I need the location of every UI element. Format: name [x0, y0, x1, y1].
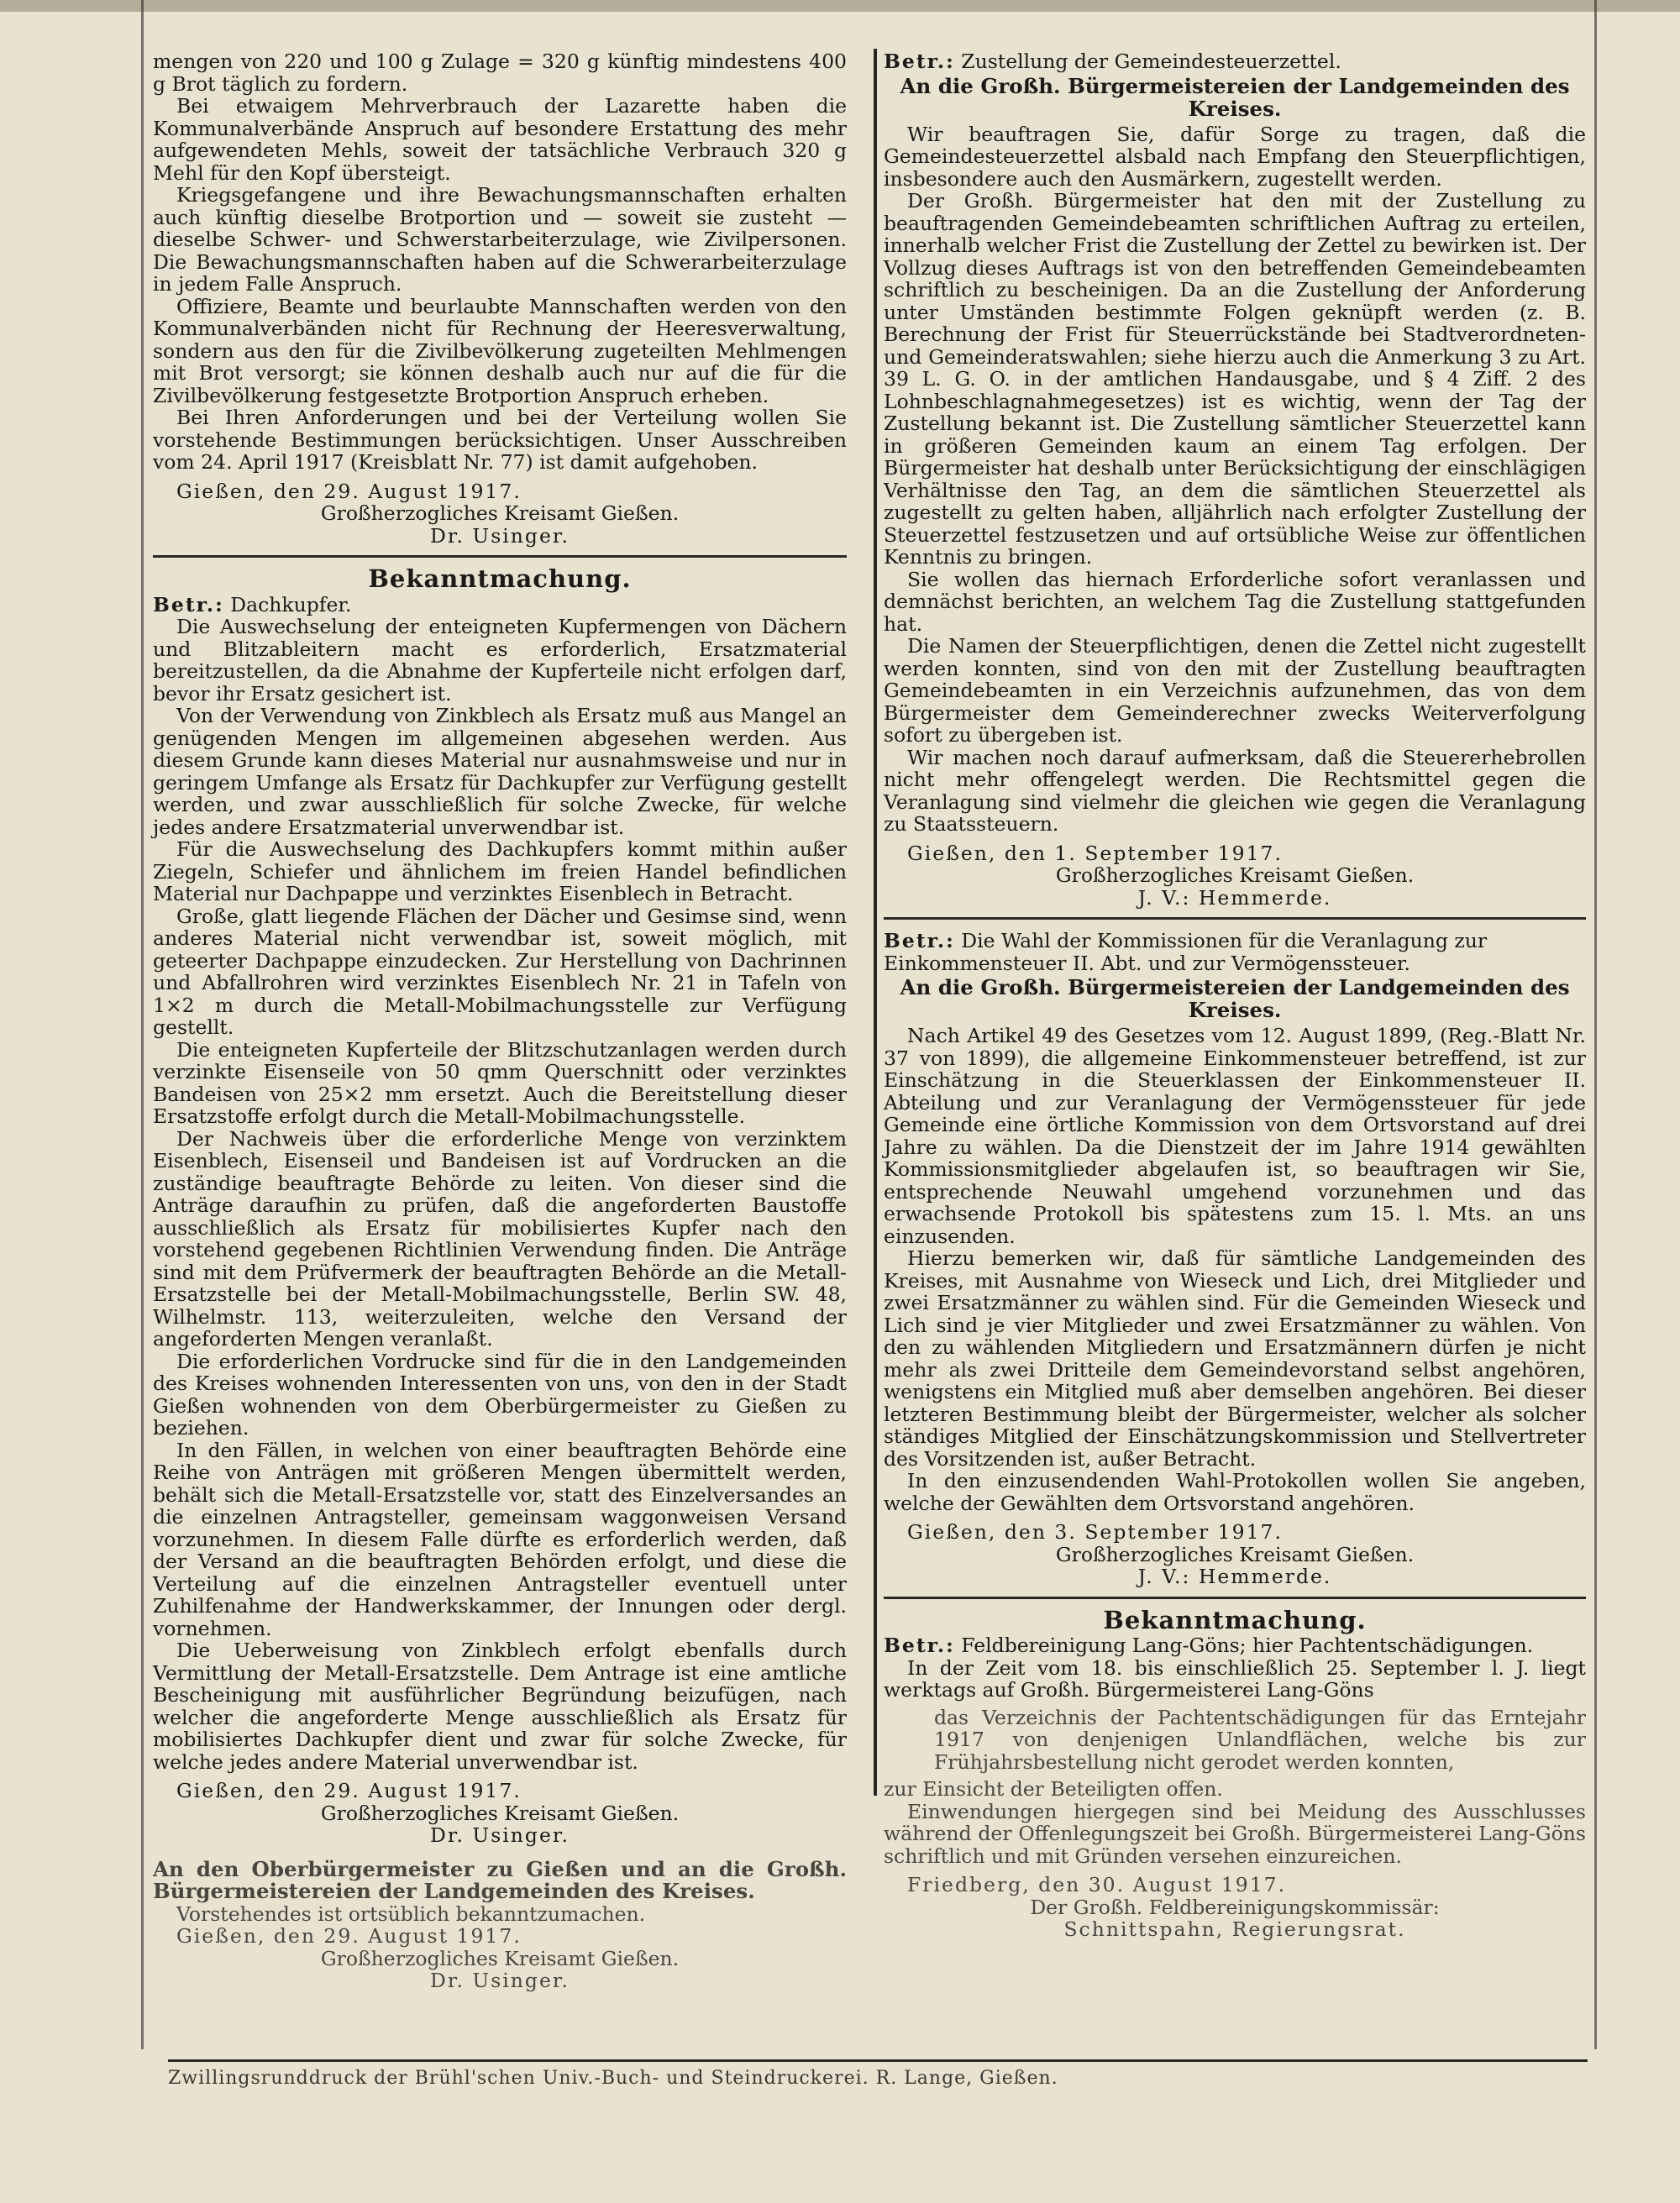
paragraph: Sie wollen das hiernach Erforderliche sofort veranlassen und demnächst berichten, an welchem Tag die Zustellung stattgefunden hat. — [884, 567, 1586, 636]
office-signature: Großherzogliches Kreisamt Gießen. — [320, 1946, 680, 1970]
paragraph: In den einzusendenden Wahl-Protokollen wollen Sie angeben, welche der Gewählten dem Ortsvorstand angehören. — [884, 1469, 1586, 1515]
office-signature: Großherzogliches Kreisamt Gießen. — [1055, 863, 1415, 887]
official-name: Dr. Usinger. — [429, 1823, 570, 1847]
paragraph: In der Zeit vom 18. bis einschließlich 25. September l. J. liegt werktags auf Großh. Bürgermeisterei Lang-Göns — [884, 1655, 1586, 1702]
place-date: Gießen, den 29. August 1917. — [176, 479, 522, 503]
paragraph: Wir beauftragen Sie, dafür Sorge zu tragen, daß die Gemeindesteuerzettel alsbald nach Empfang den Steuerpflichtigen, insbesondere auch den Ausmärkern, zugestellt werden. — [884, 122, 1586, 191]
notice-heading: An den Oberbürgermeister zu Gießen und an die Großh. Bürgermeistereien der Landgemeinden des Kreises. — [153, 1856, 847, 1903]
paragraph: Der Nachweis über die erforderliche Menge von verzinktem Eisenblech, Eisenseil und Bandeisen ist auf Vordrucken an die zuständige beauftragte Behörde zu leiten. Von dieser sind die Anträge daraufhin zu prüfen, daß die angeforderten Baustoffe ausschließlich als Ersatz für mobilisiertes Kupfer nach den vorstehend gegebenen Richtlinien Verwendung finden. Die Anträge sind mit dem Prüfvermerk der beauftragten Behörde an die Metall-Ersatzstelle bei der Metall-Mobilmachungsstelle, Berlin SW. 48, Wilhelmstr. 113, weiterzuleiten, welche den Versand der angeforderten Mengen veranlaßt. — [153, 1126, 847, 1351]
place-date: Gießen, den 29. August 1917. — [176, 1924, 522, 1948]
subject-label: Betr.: — [153, 592, 224, 616]
right-column — [884, 50, 1586, 1941]
paragraph: Die Namen der Steuerpflichtigen, denen die Zettel nicht zugestellt werden konnten, sind von den mit der Zustellung beauftragten Gemeindebeamten in ein Verzeichnis aufzunehmen, das von dem Bürgermeister dem Gemeinderechner zwecks Weiterverfolgung sofort zu übergeben ist. — [884, 634, 1586, 747]
office-signature: Großherzogliches Kreisamt Gießen. — [320, 1801, 680, 1825]
paragraph: Kriegsgefangene und ihre Bewachungsmannschaften erhalten auch künftig dieselbe Brotportion und — soweit sie zusteht — dieselbe Schwer- und Schwerstarbeiterzulage, wie Zivilpersonen. Die Bewachungsmannschaften haben auf die Schwerarbeiterzulage in jedem Falle Anspruch. — [153, 183, 847, 296]
right-border — [1594, 0, 1597, 2049]
subject-text: Zustellung der Gemeindesteuerzettel. — [961, 50, 1341, 73]
paragraph: Große, glatt liegende Flächen der Dächer und Gesimse sind, wenn anderes Material nicht verwendbar ist, soweit möglich, mit geteerter Dachpappe einzudecken. Zur Herstellung von Dachrinnen und Abfallrohren wird verzinktes Eisenblech Nr. 21 in Tafeln von 1×2 m durch die Metall-Mobilmachungsstelle zur Verfügung gestellt. — [153, 904, 847, 1039]
paragraph: Bei Ihren Anforderungen und bei der Verteilung wollen Sie vorstehende Bestimmungen berücksichtigen. Unser Ausschreiben vom 24. April 1917 (Kreisblatt Nr. 77) ist damit aufgehoben. — [153, 406, 847, 474]
official-name: J. V.: Hemmerde. — [1137, 1565, 1332, 1588]
paragraph: Vorstehendes ist ortsüblich bekanntzumachen. — [176, 1901, 646, 1926]
subject-label: Betr.: — [884, 1634, 955, 1657]
notice-subject — [884, 50, 1586, 73]
paragraph: zur Einsicht der Beteiligten offen. — [884, 1777, 1223, 1801]
subject-text: Dachkupfer. — [230, 592, 352, 616]
office-signature: Großherzogliches Kreisamt Gießen. — [1055, 1542, 1415, 1566]
notice-kommissionen — [884, 930, 1586, 1588]
office-signature: Der Großh. Feldbereinigungskommissär: — [1030, 1895, 1440, 1919]
section-rule — [884, 917, 1586, 920]
paragraph: Die erforderlichen Vordrucke sind für die in den Landgemeinden des Kreises wohnenden Interessenten von uns, von den in der Stadt Gießen wohnenden von dem Oberbürgermeister zu Gießen zu beziehen. — [153, 1349, 847, 1440]
notice-steuerzettel — [884, 50, 1586, 909]
paragraph: Nach Artikel 49 des Gesetzes vom 12. August 1899, (Reg.-Blatt Nr. 37 von 1899), die allgemeine Einkommensteuer betreffend, ist zur Einschätzung in die Steuerklassen der Einkommensteuer II. Abteilung und zur Veranlagung der Vermögenssteuer für jede Gemeinde eine örtliche Kommission von dem Ortsvorstand auf drei Jahre zu wählen. Da die Dienstzeit der im Jahre 1914 gewählten Kommissionsmitglieder abgelaufen ist, so beauftragen wir Sie, entsprechende Neuwahl umgehend vorzunehmen und das erwachsende Protokoll bis spätestens zum 15. l. Mts. an uns einzusenden. — [884, 1024, 1586, 1248]
column-divider — [874, 49, 877, 1796]
subject-text: Die Wahl der Kommissionen für die Veranlagung zur Einkommensteuer II. Abt. und zur Vermögenssteuer. — [884, 929, 1488, 975]
notice-subject — [153, 594, 847, 616]
notice-oberbuergermeister — [153, 1856, 847, 1992]
left-border — [141, 0, 144, 2049]
official-name: Dr. Usinger. — [429, 1969, 570, 1992]
left-column — [153, 50, 847, 1992]
paragraph: Hierzu bemerken wir, daß für sämtliche Landgemeinden des Kreises, mit Ausnahme von Wieseck und Lich, drei Mitglieder und zwei Ersatzmänner zu wählen sind. Für die Gemeinden Wieseck und Lich sind je vier Mitglieder und zwei Ersatzmänner zu wählen. Von den zu wählenden Mitgliedern und Ersatzmännern dürfen je nicht mehr als zwei Dritteile dem Gemeindevorstand selbst angehören, wenigstens ein Mitglied muß aber demselben angehören. Bei dieser letzteren Bestimmung bleibt der Bürgermeister, welcher als solcher ständiges Mitglied der Einschätzungskommission und Stellvertreter des Vorsitzenden ist, außer Betracht. — [884, 1246, 1586, 1471]
notice-dachkupfer — [153, 564, 847, 1847]
paragraph: Für die Auswechselung des Dachkupfers kommt mithin außer Ziegeln, Schiefer und ähnlichem im freien Handel befindlichen Material nur Dachpappe und verzinktes Eisenblech in Betracht. — [153, 837, 847, 905]
paragraph: mengen von 220 und 100 g Zulage = 320 g künftig mindestens 400 g Brot täglich zu fordern. — [153, 50, 847, 96]
official-name: Dr. Usinger. — [429, 523, 570, 548]
place-date: Friedberg, den 30. August 1917. — [907, 1873, 1287, 1896]
place-date: Gießen, den 3. September 1917. — [907, 1520, 1283, 1544]
footer-rule — [168, 2059, 1588, 2062]
subject-text: Feldbereinigung Lang-Göns; hier Pachtentschädigungen. — [961, 1634, 1534, 1657]
paragraph: Von der Verwendung von Zinkblech als Ersatz muß aus Mangel an genügenden Mengen im allgemeinen abgesehen werden. Aus diesem Grunde kann dieses Material nur ausnahmsweise und nur in geringem Umfange als Ersatz für Dachkupfer zur Verfügung gestellt werden, und zwar ausschließlich für solche Zwecke, für welche jedes andere Ersatzmaterial unverwendbar ist. — [153, 704, 847, 839]
notice-addressee: An die Großh. Bürgermeistereien der Landgemeinden des Kreises. — [900, 73, 1570, 121]
section-rule — [153, 555, 847, 558]
subject-label: Betr.: — [884, 929, 955, 952]
indented-paragraph: das Verzeichnis der Pachtentschädigungen für das Erntejahr 1917 von denjenigen Unlandflächen, welche bis zur Frühjahrsbestellung nicht gerodet werden konnten, — [934, 1705, 1586, 1774]
printer-imprint: Zwillingsrunddruck der Brühl'schen Univ.-Buch- und Steindruckerei. R. Lange, Gießen. — [168, 2068, 1058, 2089]
notice-heading: Bekanntmachung. — [1103, 1605, 1367, 1634]
notice-heading: Bekanntmachung. — [368, 564, 632, 593]
paragraph: Die enteigneten Kupferteile der Blitzschutzanlagen werden durch verzinkte Eisenseile von 50 qmm Querschnitt oder verzinktes Bandeisen von 25×2 mm ersetzt. Auch die Bereitstellung dieser Ersatzstoffe erfolgt durch die Metall-Mobilmachungsstelle. — [153, 1037, 847, 1128]
subject-label: Betr.: — [884, 50, 955, 73]
paragraph: Der Großh. Bürgermeister hat den mit der Zustellung zu beauftragenden Gemeindebeamten schriftlichen Auftrag zu erteilen, innerhalb welcher Frist die Zustellung der Zettel zu bewirken ist. Der Vollzug dieses Auftrags ist von den betreffenden Gemeindebeamten schriftlich zu bescheinigen. Da an die Zustellung der Anforderung unter Umständen bestimmte Folgen geknüpft werden (z. B. Berechnung der Frist für Steuerrückstände bei Stadtverordneten- und Gemeinderatswahlen; siehe hierzu auch die Anmerkung 3 zu Art. 39 L. G. O. in der amtlichen Handausgabe, und § 4 Ziff. 2 des Lohnbeschlagnahmegesetzes) ist es wichtig, wenn der Tag der Zustellung bekannt ist. Die Zustellung sämtlicher Steuerzettel kann in größeren Gemeinden kaum an einem Tag erfolgen. Der Bürgermeister hat deshalb unter Berücksichtigung der einschlägigen Verhältnisse den Tag, an dem die sämtlichen Steuerzettel als zugestellt zu gelten haben, alljährlich nach erfolgter Zustellung der Steuerzettel festzusetzen und auf ortsübliche Weise zur öffentlichen Kenntnis zu bringen. — [884, 189, 1586, 569]
official-name: J. V.: Hemmerde. — [1137, 885, 1332, 910]
paragraph: Bei etwaigem Mehrverbrauch der Lazarette haben die Kommunalverbände Anspruch auf besondere Erstattung des mehr aufgewendeten Mehls, soweit der tatsächliche Verbrauch 320 g Mehl für den Kopf übersteigt. — [153, 94, 847, 185]
place-date: Gießen, den 29. August 1917. — [176, 1779, 522, 1802]
paragraph: Die Ueberweisung von Zinkblech erfolgt ebenfalls durch Vermittlung der Metall-Ersatzstelle. Dem Antrage ist eine amtliche Bescheinigung mit ausführlicher Begründung beizufügen, nach welcher die angeforderte Menge ausschließlich als Ersatz für mobilisiertes Dachkupfer dient und zwar für solche Zwecke, für welche jedes andere Material unverwendbar ist. — [153, 1639, 847, 1774]
paragraph: Einwendungen hiergegen sind bei Meidung des Ausschlusses während der Offenlegungszeit bei Großh. Bürgermeisterei Lang-Göns schriftlich und mit Gründen versehen einzureichen. — [884, 1799, 1586, 1868]
notice-subject — [884, 930, 1586, 974]
top-edge — [0, 0, 1680, 12]
notice-subject — [884, 1634, 1586, 1657]
paragraph: Wir machen noch darauf aufmerksam, daß die Steuererhebrollen nicht mehr offengelegt werden. Die Rechtsmittel gegen die Veranlagung sind vielmehr die gleichen wie gegen die Veranlagung zu Staatssteuern. — [884, 745, 1586, 836]
notice-addressee: An die Großh. Bürgermeistereien der Landgemeinden des Kreises. — [900, 975, 1570, 1022]
paragraph: In den Fällen, in welchen von einer beauftragten Behörde eine Reihe von Anträgen mit größeren Mengen übermittelt werden, behält sich die Metall-Ersatzstelle vor, statt des Einzelversandes an die einzelnen Antragsteller, gemeinsam waggonweisen Versand vorzunehmen. In diesem Falle dürfte es erforderlich werden, daß der Versand an die beauftragten Behörden erfolgt, und diese die Verteilung auf die einzelnen Antragsteller eventuell unter Zuhilfenahme der Handwerkskammer, der Innungen oder dergl. vornehmen. — [153, 1438, 847, 1640]
notice-feldbereinigung — [884, 1605, 1586, 1941]
paragraph: Die Auswechselung der enteigneten Kupfermengen von Dächern und Blitzableitern macht es erforderlich, Ersatzmaterial bereitzustellen, da die Abnahme der Kupferteile nicht erfolgen darf, bevor ihr Ersatz gesichert ist. — [153, 615, 847, 705]
official-name: Schnittspahn, Regierungsrat. — [1063, 1917, 1406, 1941]
intro-section — [153, 50, 847, 547]
place-date: Gießen, den 1. September 1917. — [907, 841, 1283, 865]
paragraph: Offiziere, Beamte und beurlaubte Mannschaften werden von den Kommunalverbänden nicht für Rechnung der Heeresverwaltung, sondern aus den für die Zivilbevölkerung zugeteilten Mehlmengen mit Brot versorgt; sie können deshalb auch nur auf die für die Zivilbevölkerung festgesetzte Brotportion Anspruch erheben. — [153, 294, 847, 407]
section-rule — [884, 1597, 1586, 1599]
office-signature: Großherzogliches Kreisamt Gießen. — [320, 501, 680, 525]
